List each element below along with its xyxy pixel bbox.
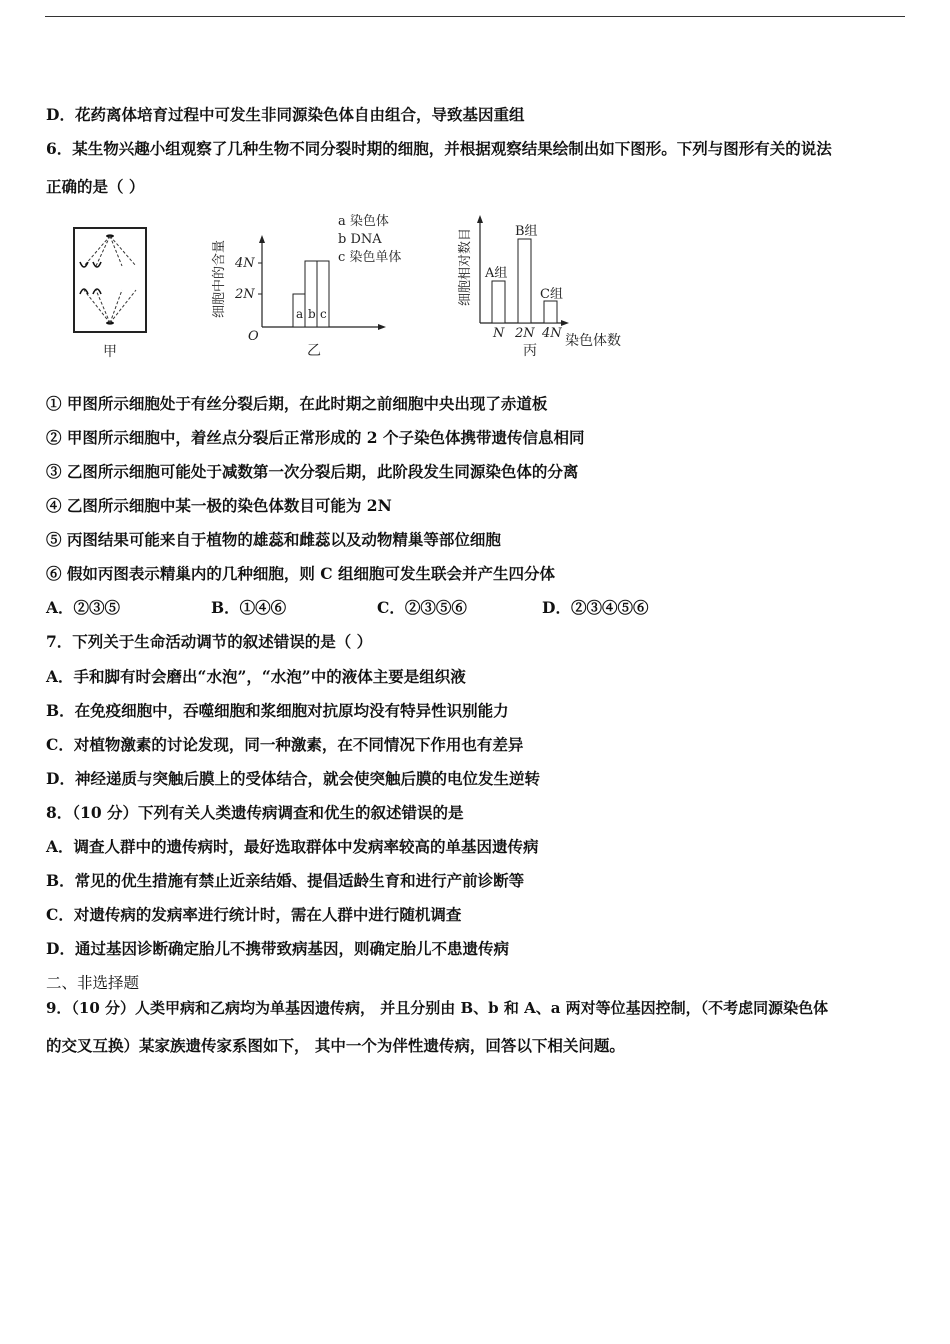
figure-jia (66, 222, 156, 362)
legend-c: c 染色单体 (338, 250, 402, 265)
q7-option-d: D．神经递质与突触后膜上的受体结合，就会使突触后膜的电位发生逆转 (46, 769, 540, 788)
group-label-c: C组 (540, 287, 563, 302)
q6-statement-5: ⑤ 丙图结果可能来自于植物的雄蕊和雌蕊以及动物精巢等部位细胞 (46, 530, 501, 549)
q6-option-b: B．①④⑥ (211, 598, 287, 617)
xtick-2n: 2N (515, 326, 535, 341)
group-label-a: A组 (485, 266, 508, 281)
bar-label-c: c (320, 307, 327, 321)
origin-label: O (248, 329, 259, 344)
q8-option-c: C．对遗传病的发病率进行统计时，需在人群中进行随机调查 (46, 905, 462, 924)
q7-option-a: A．手和脚有时会磨出“水泡”，“水泡”中的液体主要是组织液 (46, 667, 466, 686)
legend-a: a 染色体 (338, 214, 389, 229)
bar-group-a (492, 281, 505, 323)
xtick-n: N (493, 326, 505, 341)
q6-stem-line2: 正确的是（ ） (46, 177, 145, 196)
q6-option-d: D．②③④⑤⑥ (542, 598, 649, 617)
q6-stem-line1: 6．某生物兴趣小组观察了几种生物不同分裂时期的细胞，并根据观察结果绘制出如下图形。下列与图形有关的说法 (46, 139, 832, 158)
q6-statement-4: ④ 乙图所示细胞中某一极的染色体数目可能为 2N (46, 496, 392, 515)
tick-2n: 2N (235, 287, 255, 302)
group-label-b: B组 (515, 224, 538, 239)
q6-option-a: A．②③⑤ (46, 598, 121, 617)
cell-outline (74, 228, 146, 332)
bar-label-a: a (296, 307, 304, 321)
q6-statement-3: ③ 乙图所示细胞可能处于减数第一次分裂后期，此阶段发生同源染色体的分离 (46, 462, 579, 481)
q6-statement-2: ② 甲图所示细胞中，着丝点分裂后正常形成的 2 个子染色体携带遗传信息相同 (46, 428, 585, 447)
q7-option-c: C．对植物激素的讨论发现，同一种激素，在不同情况下作用也有差异 (46, 735, 524, 754)
q7-option-b: B．在免疫细胞中，吞噬细胞和浆细胞对抗原均没有特异性识别能力 (46, 701, 509, 720)
q8-option-a: A．调查人群中的遗传病时，最好选取群体中发病率较高的单基因遗传病 (46, 837, 539, 856)
bar-label-b: b (308, 307, 316, 321)
figure-jia-caption: 甲 (103, 344, 117, 360)
q5-option-d: D．花药离体培育过程中可发生非同源染色体自由组合，导致基因重组 (46, 105, 525, 124)
bar-group-b (518, 239, 531, 323)
tick-4n: 4N (235, 256, 255, 271)
figure-bing-xlabel: 染色体数 (565, 333, 621, 349)
q7-stem: 7．下列关于生命活动调节的叙述错误的是（ ） (46, 632, 373, 651)
bar-group-c (544, 301, 557, 323)
figure-bing-caption: 丙 (523, 343, 537, 359)
figure-yi-ylabel: 细胞中的含量 (212, 239, 227, 319)
q6-statement-1: ① 甲图所示细胞处于有丝分裂后期，在此时期之前细胞中央出现了赤道板 (46, 394, 548, 413)
q8-option-d: D．通过基因诊断确定胎儿不携带致病基因，则确定胎儿不患遗传病 (46, 939, 509, 958)
figure-yi-caption: 乙 (307, 343, 321, 359)
section-title: 二、非选择题 (46, 974, 140, 992)
q8-stem: 8．（10 分）下列有关人类遗传病调查和优生的叙述错误的是 (46, 803, 464, 822)
figure-yi (210, 205, 435, 365)
q9-stem-line2: 的交叉互换）某家族遗传家系图如下， 其中一个为伴性遗传病，回答以下相关问题。 (46, 1036, 625, 1055)
figure-bing (455, 205, 655, 363)
q8-option-b: B．常见的优生措施有禁止近亲结婚、提倡适龄生育和进行产前诊断等 (46, 871, 525, 890)
q6-option-c: C．②③⑤⑥ (377, 598, 467, 617)
xtick-4n: 4N (542, 326, 562, 341)
q6-statement-6: ⑥ 假如丙图表示精巢内的几种细胞，则 C 组细胞可发生联会并产生四分体 (46, 564, 556, 583)
q9-stem-line1: 9．（10 分）人类甲病和乙病均为单基因遗传病， 并且分别由 B、b 和 A、a 两对等位基因控制，（不考虑同源染色体 (46, 999, 829, 1017)
figure-bing-ylabel: 细胞相对数目 (458, 227, 473, 307)
legend-b: b DNA (338, 232, 382, 247)
header-rule (45, 16, 905, 17)
